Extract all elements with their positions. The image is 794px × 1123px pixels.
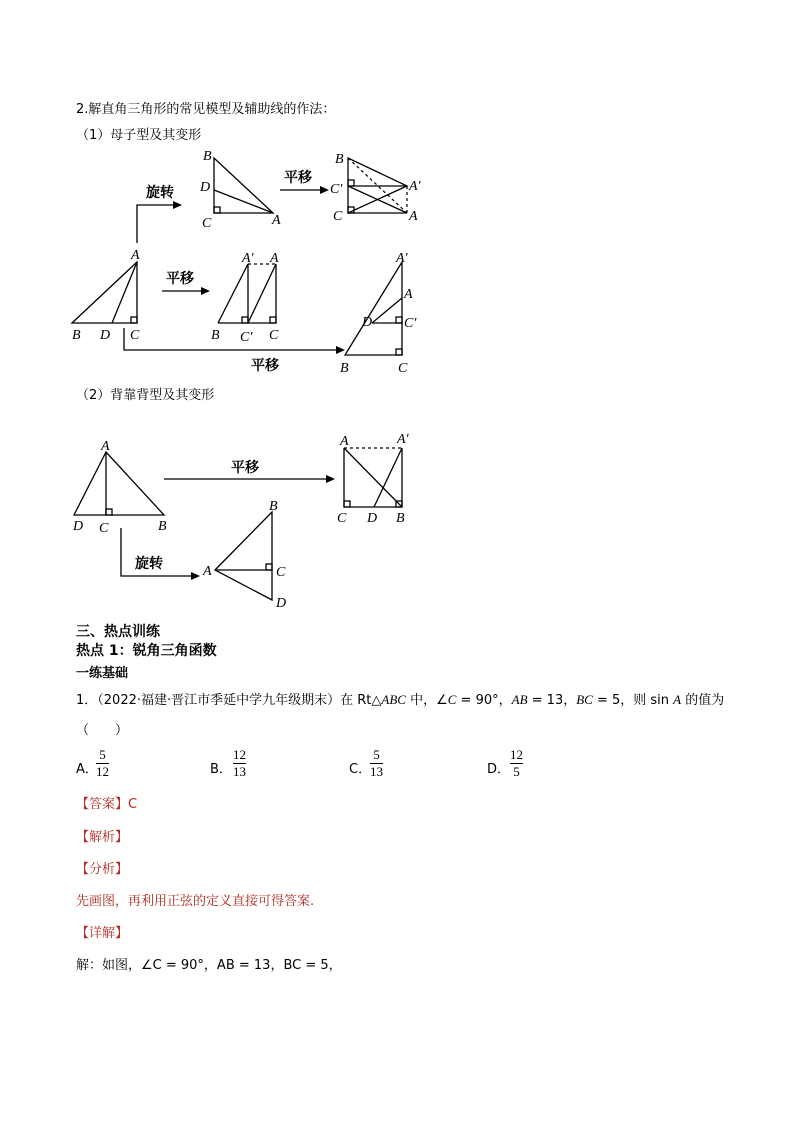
right-angle-mark [270,317,276,323]
point-d: D [362,315,373,330]
point-c: C [202,216,212,231]
label-rotate: 旋转 [135,556,163,572]
translate-arrow-bottom [124,328,338,350]
math-ab: AB [511,692,528,707]
point-c: C [337,511,347,526]
label-translate: 平移 [231,460,259,476]
point-a: A [404,287,413,302]
point-b: B [158,519,167,534]
segment-da [372,298,402,323]
segment-ba-prime [218,264,248,323]
right-angle-mark [106,509,112,515]
label-rotate: 旋转 [146,185,174,201]
point-a-prime: A′ [397,432,409,447]
question-1-cond: = 90°， [456,693,512,708]
segment-da-rotated [214,190,273,213]
label-translate: 平移 [284,170,312,186]
question-1-suffix: 的值为 [681,693,725,708]
point-b: B [203,149,212,164]
arrowhead [201,287,210,295]
answer-row [76,793,137,812]
right-angle-mark [348,180,354,186]
right-angle-mark [266,564,272,570]
arrowhead [191,572,200,580]
subsection-back-to-back: （2）背靠背型及其变形 [76,388,215,403]
point-b: B [340,361,349,376]
heading-hot-point-1: 热点 1：锐角三角函数 [76,643,217,659]
question-1-ab-val: = 13， [527,693,577,708]
point-c: C [276,565,286,580]
right-angle-mark [214,207,220,213]
question-1-prefix: 1．（2022·福建·晋江市季延中学九年级期末）在 Rt△ [76,693,382,708]
option-d-numerator: 12 [510,747,523,762]
point-d: D [73,519,84,534]
point-a: A [272,213,281,228]
triangle-rotated-back [215,512,272,600]
option-d-label[interactable]: D． [487,762,511,777]
point-a-prime: A′ [409,179,421,194]
fenxi-label: 【分析】 [76,862,129,877]
segment-ad [112,262,137,323]
option-c-denominator: 13 [370,764,383,779]
point-c: C [398,361,408,376]
point-a: A [101,439,110,454]
point-c: C [130,328,140,343]
analysis-label: 【解析】 [76,830,129,845]
point-a: A [270,251,279,266]
math-c: C [447,692,457,707]
triangle-ba-prime-c [345,262,402,355]
option-a-label[interactable]: A． [76,762,98,777]
point-d: D [200,180,211,195]
point-c-prime: C′ [240,330,253,345]
detail-label: 【详解】 [76,926,129,941]
point-c: C [99,521,109,536]
point-d: D [100,328,111,343]
right-angle-mark [396,349,402,355]
point-c: C [333,209,343,224]
right-angle-mark [344,501,350,507]
right-angle-mark [131,317,137,323]
point-b: B [211,328,220,343]
option-b-denominator: 13 [233,764,246,779]
option-a-fraction [96,748,109,779]
question-1 [76,689,724,708]
fenxi-text: 先画图，再利用正弦的定义直接可得答案. [76,894,315,909]
point-a-prime: A′ [242,251,254,266]
point-d: D [276,596,287,611]
option-d-denominator: 5 [513,764,520,779]
question-1-bc-val: = 5，则 sin [592,693,674,708]
point-a: A [131,248,140,263]
triangle-dab [74,452,164,515]
option-c-numerator: 5 [373,747,380,762]
option-c-label[interactable]: C． [349,762,372,777]
arrowhead [326,475,335,483]
segment-ab-rect [344,448,402,507]
option-a-numerator: 5 [99,747,106,762]
arrowhead [320,186,329,194]
heading-practice: 一练基础 [76,666,129,681]
point-c: C [269,328,279,343]
point-a-prime: A′ [396,251,408,266]
option-b-fraction [233,748,246,779]
option-a-denominator: 12 [96,764,109,779]
option-b-numerator: 12 [233,747,246,762]
math-bc: BC [576,692,593,707]
point-b: B [72,328,81,343]
segment-c-prime-a [248,264,276,323]
arrowhead [336,346,345,354]
label-translate: 平移 [251,358,279,374]
option-c-fraction [370,748,383,779]
point-a: A [340,434,349,449]
point-a: A [409,209,418,224]
answer-value: C [128,797,138,812]
point-b: B [335,152,344,167]
subsection-mother-child: （1）母子型及其变形 [76,128,202,143]
heading-hot-training: 三、热点训练 [76,624,160,640]
point-d: D [367,511,378,526]
point-b: B [269,499,278,514]
point-a: A [203,564,212,579]
point-c-prime: C′ [330,182,343,197]
option-d-fraction [510,748,523,779]
question-1-mid: 中，∠ [405,693,448,708]
right-angle-mark [242,317,248,323]
right-angle-mark [396,317,402,323]
option-b-label[interactable]: B． [210,762,232,777]
point-c-prime: C′ [404,316,417,331]
triangle-rotated [214,158,273,213]
point-b: B [396,511,405,526]
math-abc: ABC [381,692,406,707]
rotate-arrow [137,205,175,243]
detail-text: 解：如图，∠C = 90°，AB = 13，BC = 5， [76,958,342,973]
segment-da-prime [374,448,402,507]
label-translate: 平移 [166,271,194,287]
arrowhead [173,201,182,209]
triangle-abc-main [72,262,137,323]
math-a: A [673,692,682,707]
section-title: 2.解直角三角形的常见模型及辅助线的作法： [76,102,336,117]
answer-label: 【答案】 [76,797,129,812]
question-1-paren: （ ） [76,723,129,738]
